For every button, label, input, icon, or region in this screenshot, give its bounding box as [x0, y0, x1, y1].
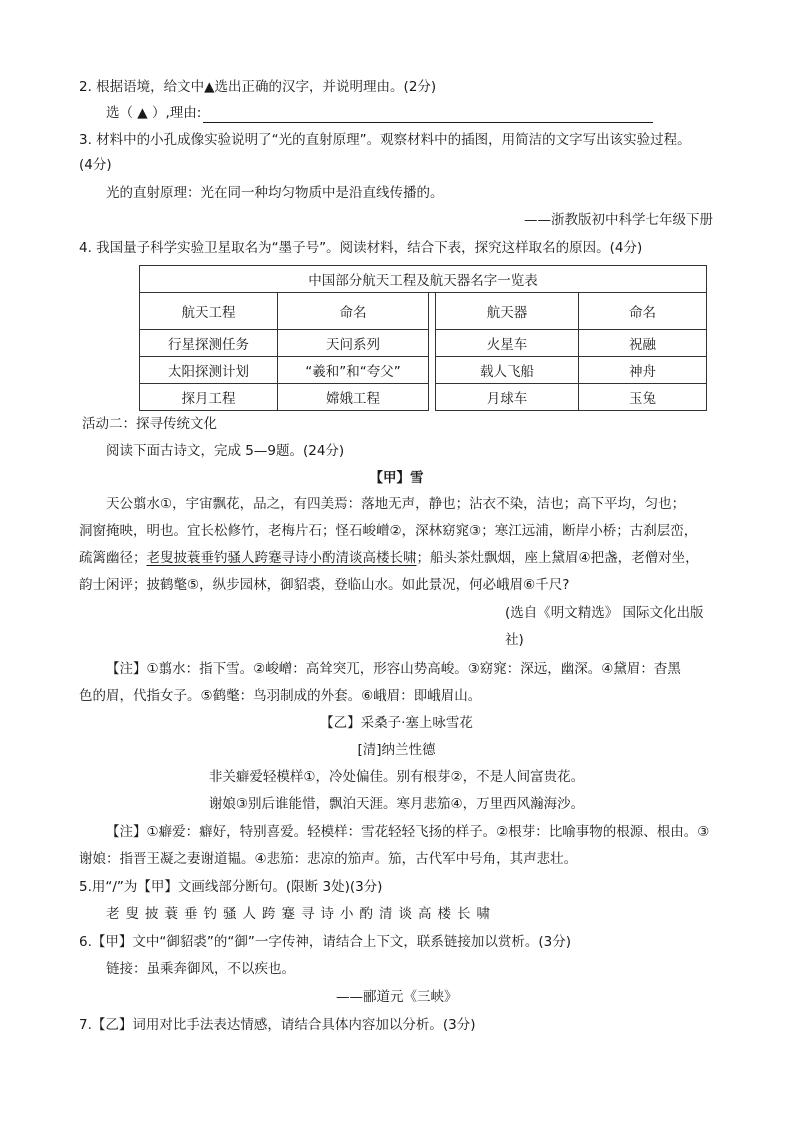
activity-2-intro: 阅读下面古诗文，完成 5—9题。(24分) — [106, 443, 345, 459]
jia-text: ；船头茶灶飘烟，座上黛眉④把盏，老僧对坐， — [416, 550, 699, 566]
jia-paragraph-line — [79, 548, 699, 568]
answer-prefix: 选（ ▲ ）,理由: — [106, 105, 202, 121]
yi-note: 谢娘：指晋王凝之妻谢道韫。④悲笳：悲凉的笳声。笳，古代军中号角，其声悲壮。 — [79, 851, 578, 867]
jia-paragraph-line: 洞窗掩映，明也。宜长松修竹，老梅片石；怪石峻嶒②，深林窈窕③；寒江远浦，断岸小桥；古刹层峦， — [79, 523, 698, 539]
jia-note: 【注】①翦水：指下雪。②峻嶒：高耸突兀，形容山势高峻。③窈窕：深远，幽深。④黛眉：杳黑 — [106, 661, 681, 677]
table-cell: 探月工程 — [140, 384, 278, 411]
table-header: 命名 — [579, 293, 707, 330]
table-divider — [429, 384, 436, 411]
jia-title: 【甲】雪 — [369, 470, 424, 486]
table-cell: 神舟 — [579, 357, 707, 384]
table-cell: 月球车 — [436, 384, 579, 411]
answer-blank[interactable] — [203, 108, 653, 123]
yi-author: [清]纳兰性德 — [357, 742, 436, 758]
jia-note: 色的眉，代指女子。⑤鹤氅：鸟羽制成的外套。⑥峨眉：即峨眉山。 — [79, 688, 482, 704]
table-header: 航天工程 — [140, 293, 278, 330]
table-divider — [429, 357, 436, 384]
activity-2-title: 活动二：探寻传统文化 — [82, 416, 217, 432]
table-cell: 嫦娥工程 — [278, 384, 429, 411]
jia-source: 社) — [505, 632, 524, 648]
yi-poem-line: 谢娘③别后谁能惜，飘泊天涯。寒月悲笳④，万里西风瀚海沙。 — [208, 796, 585, 812]
table-cell: 行星探测任务 — [140, 330, 278, 357]
table-cell: 天问系列 — [278, 330, 429, 357]
question-6: 6.【甲】文中“御貂裘”的“御”一字传神，请结合上下文，联系链接加以赏析。(3分) — [79, 934, 571, 950]
question-3: 3. 材料中的小孔成像实验说明了“光的直射原理”。观察材料中的插图，用简洁的文字写出该实验过程。 — [79, 132, 691, 148]
table-cell: 太阳探测计划 — [140, 357, 278, 384]
table-cell: “羲和”和“夸父” — [278, 357, 429, 384]
jia-paragraph-line: 韵士闲评；披鹤氅⑤，纵步园林，御貂裘，登临山水。如此景况，何必峨眉⑥千尺? — [79, 577, 570, 593]
principle-text: 光的直射原理：光在同一种均匀物质中是沿直线传播的。 — [106, 185, 444, 201]
principle-source: ——浙教版初中科学七年级下册 — [524, 212, 713, 228]
question-6-source: ——郦道元《三峡》 — [336, 989, 458, 1005]
jia-paragraph-line: 天公翦水①，宇宙飘花，品之，有四美焉：落地无声，静也；沾衣不染，洁也；高下平均，匀也； — [106, 496, 686, 512]
yi-note: 【注】①癖爱：癖好，特别喜爱。轻模样：雪花轻轻飞扬的样子。②根芽：比喻事物的根源、根由。③ — [106, 824, 710, 840]
jia-source: (选自《明文精选》 国际文化出版 — [505, 605, 704, 621]
table-cell: 载人飞船 — [436, 357, 579, 384]
question-3-score: (4分) — [79, 157, 112, 173]
aerospace-table — [139, 265, 707, 411]
question-2-answer-line — [106, 103, 653, 123]
question-2: 2. 根据语境，给文中▲选出正确的汉字，并说明理由。(2分) — [79, 79, 437, 95]
yi-poem-line: 非关癖爱轻模样①，冷处偏佳。别有根芽②，不是人间富贵花。 — [208, 769, 585, 785]
table-cell: 祝融 — [579, 330, 707, 357]
question-5: 5.用“/”为【甲】文画线部分断句。(限断 3处)(3分) — [79, 879, 383, 895]
question-7: 7.【乙】词用对比手法表达情感，请结合具体内容加以分析。(3分) — [79, 1017, 476, 1033]
table-header: 航天器 — [436, 293, 579, 330]
underlined-sentence: 老叟披蓑垂钓骚人跨蹇寻诗小酌清谈高楼长啸 — [146, 550, 417, 566]
question-4: 4. 我国量子科学实验卫星取名为“墨子号”。阅读材料，结合下表，探究这样取名的原因。(4分) — [79, 240, 643, 256]
jia-text: 疏篱幽径； — [79, 550, 147, 566]
question-6-link: 链接：虽乘奔御风，不以疾也。 — [106, 961, 295, 977]
question-5-sentence: 老叟披蓑垂钓骚人跨蹇寻诗小酌清谈高楼长啸 — [106, 906, 496, 922]
yi-title: 【乙】采桑子·塞上咏雪花 — [320, 715, 473, 731]
table-title: 中国部分航天工程及航天器名字一览表 — [140, 266, 707, 293]
table-cell: 火星车 — [436, 330, 579, 357]
table-divider — [429, 293, 436, 330]
table-divider — [429, 330, 436, 357]
table-cell: 玉兔 — [579, 384, 707, 411]
table-header: 命名 — [278, 293, 429, 330]
